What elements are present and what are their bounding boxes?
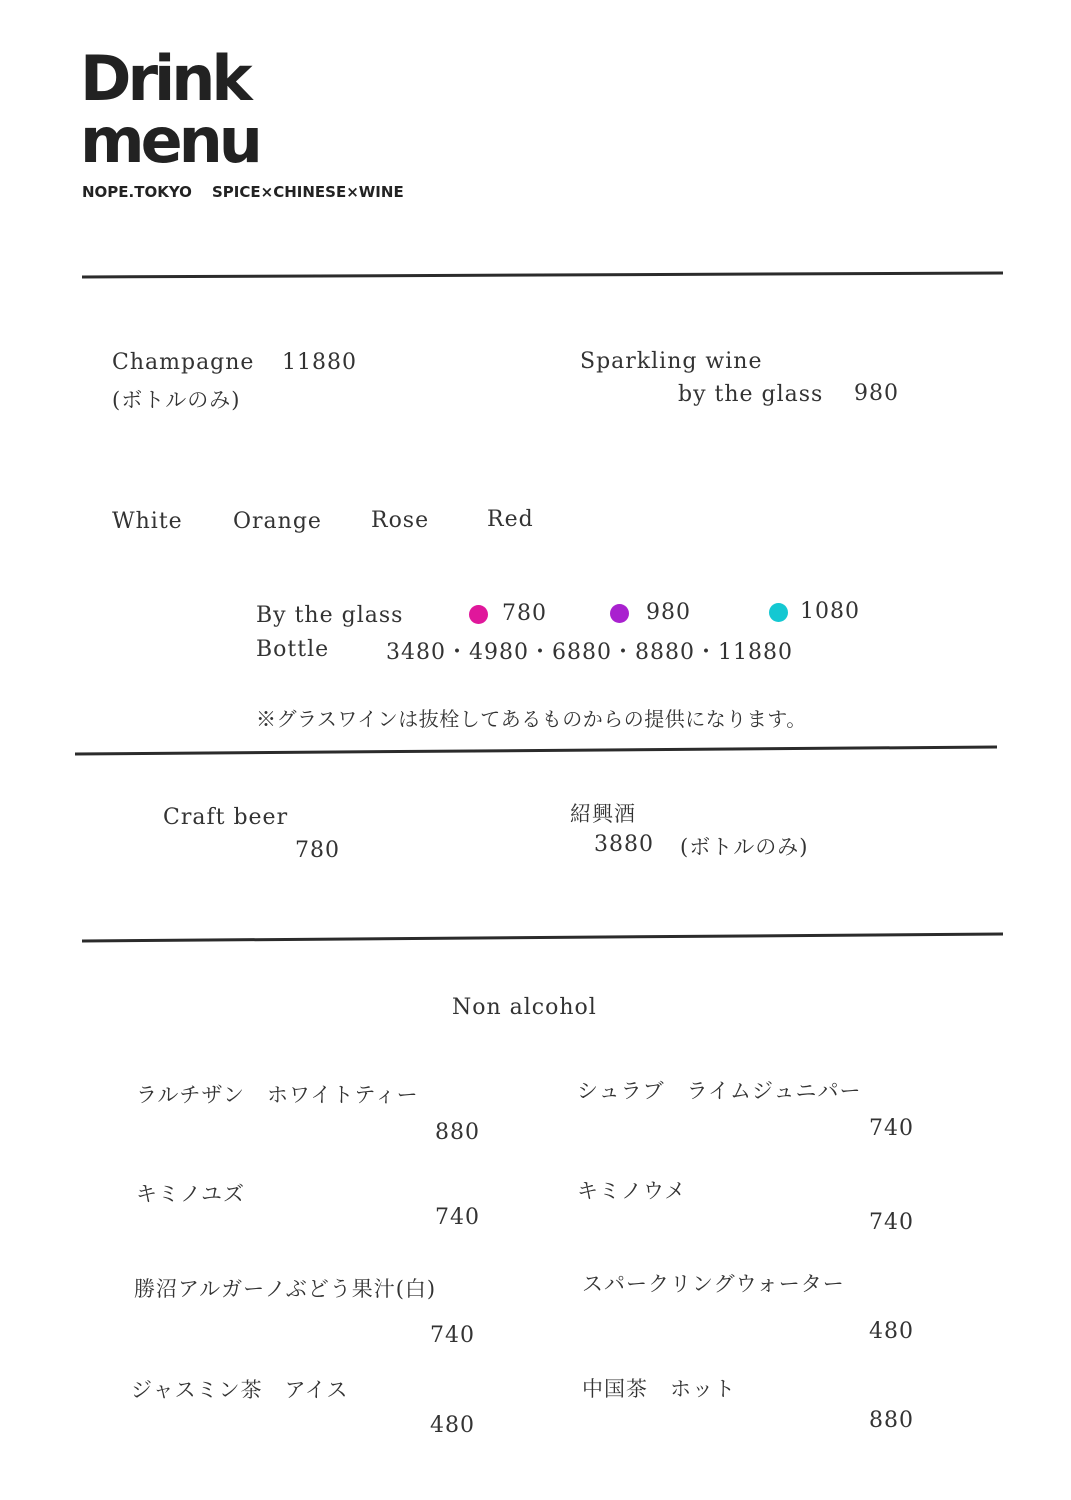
- champagne-price: 11880: [282, 350, 357, 375]
- non-alcohol-item-price: 740: [869, 1116, 914, 1141]
- divider-1: [82, 273, 1003, 277]
- wine-type-white: White: [112, 509, 183, 534]
- wine-type-orange: Orange: [233, 509, 322, 534]
- champagne-label: Champagne: [112, 350, 255, 375]
- non-alcohol-item-price: 480: [430, 1413, 475, 1438]
- wine-bottle-prices: 3480・4980・6880・8880・11880: [386, 640, 793, 665]
- title-line2: menu: [80, 104, 259, 177]
- non-alcohol-item-name: 中国茶 ホット: [582, 1377, 736, 1401]
- glass-price-2: 980: [646, 600, 691, 625]
- glass-price-1: 780: [502, 601, 547, 626]
- wine-glass-label: By the glass: [256, 603, 404, 628]
- non-alcohol-item-name: キミノユズ: [136, 1182, 245, 1206]
- non-alcohol-heading: Non alcohol: [452, 995, 597, 1020]
- shaoxing-label: 紹興酒: [570, 802, 636, 826]
- price-dot-cyan: [769, 603, 788, 622]
- sparkling-label: Sparkling wine: [580, 349, 763, 374]
- non-alcohol-item-name: スパークリングウォーター: [582, 1272, 845, 1296]
- price-dot-purple: [610, 604, 629, 623]
- non-alcohol-item-price: 740: [869, 1210, 914, 1235]
- non-alcohol-item-name: ラルチザン ホワイトティー: [136, 1083, 419, 1107]
- craft-beer-price: 780: [295, 838, 340, 863]
- divider-2: [75, 747, 997, 754]
- divider-3: [82, 934, 1003, 941]
- wine-type-rose: Rose: [371, 508, 430, 533]
- non-alcohol-item-name: 勝沼アルガーノぶどう果汁(白): [134, 1277, 437, 1301]
- champagne-note: (ボトルのみ): [112, 388, 241, 412]
- non-alcohol-item-price: 740: [430, 1323, 475, 1348]
- non-alcohol-item-name: ジャスミン茶 アイス: [131, 1378, 349, 1402]
- non-alcohol-item-price: 480: [869, 1319, 914, 1344]
- non-alcohol-item-price: 880: [869, 1408, 914, 1433]
- shop-name: NOPE.TOKYO: [82, 183, 192, 201]
- title-line1: Drink: [80, 42, 249, 115]
- shaoxing-price: 3880: [594, 832, 654, 857]
- shaoxing-note: (ボトルのみ): [680, 835, 809, 859]
- non-alcohol-item-price: 880: [435, 1120, 480, 1145]
- sparkling-price: 980: [854, 381, 899, 406]
- glass-price-3: 1080: [800, 599, 860, 624]
- non-alcohol-item-price: 740: [435, 1205, 480, 1230]
- non-alcohol-item-name: シュラブ ライムジュニパー: [577, 1079, 862, 1103]
- glass-wine-note: ※グラスワインは抜栓してあるものからの提供になります。: [256, 707, 807, 731]
- wine-type-red: Red: [487, 507, 534, 532]
- non-alcohol-item-name: キミノウメ: [577, 1179, 687, 1203]
- craft-beer-label: Craft beer: [163, 805, 289, 830]
- price-dot-pink: [469, 605, 488, 624]
- concept-tagline: SPICE×CHINESE×WINE: [212, 183, 404, 201]
- wine-bottle-label: Bottle: [256, 637, 330, 662]
- sparkling-glass-label: by the glass: [678, 382, 824, 407]
